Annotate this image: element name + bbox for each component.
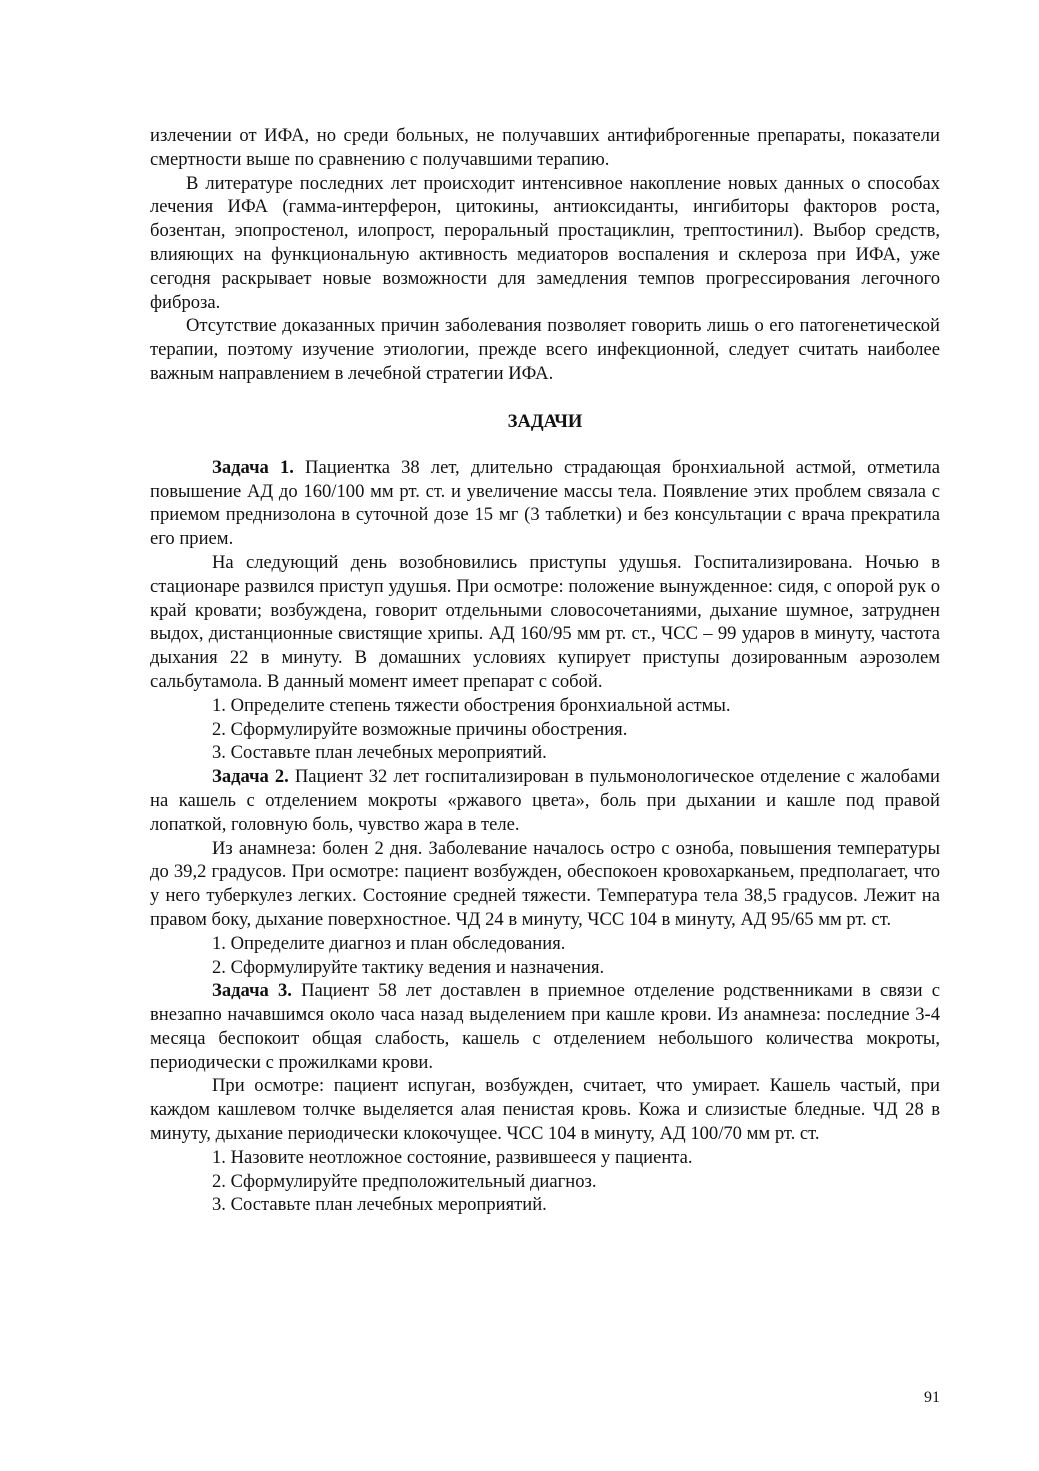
- page-number: 91: [924, 1389, 940, 1406]
- task-2-question: 1. Определите диагноз и план обследования.: [212, 932, 566, 954]
- task-2-label: Задача 2.: [212, 766, 289, 788]
- task-1-question: 2. Сформулируйте возможные причины обострения.: [212, 718, 628, 740]
- task-3-text: Пациент 58 лет доставлен в приемное отделение родственниками в связи с внезапно начавшимся около часа назад выделением при кашле крови. Из анамнеза: последние 3-4 месяца беспокоит общая слабость, кашель с отделением небольшого количества мокроты, периодически с прожилками крови.: [150, 980, 940, 1073]
- intro-paragraph-1: излечении от ИФА, но среди больных, не получавших антифиброгенные препараты, показатели смертности выше по сравнению с получавшими терапию.: [150, 125, 940, 170]
- task-2-text: Пациент 32 лет госпитализирован в пульмонологическое отделение с жалобами на кашель с отделением мокроты «ржавого цвета», боль при дыхании и кашле под правой лопаткой, головную боль, чувство жара в теле.: [150, 766, 940, 835]
- task-3-question: 2. Сформулируйте предположительный диагноз.: [212, 1170, 597, 1192]
- task-1-paragraph-1: [150, 456, 940, 551]
- task-3-question: 1. Назовите неотложное состояние, развившееся у пациента.: [212, 1146, 693, 1168]
- task-1-question: 3. Составьте план лечебных мероприятий.: [212, 742, 547, 764]
- task-3-paragraph-2: При осмотре: пациент испуган, возбужден, считает, что умирает. Кашель частый, при каждом кашлевом толчке выделяется алая пенистая кровь. Кожа и слизистые бледные. ЧД 28 в минуту, дыхание периодически клокочущее. ЧСС 104 в минуту, АД 100/70 мм рт. ст.: [150, 1075, 940, 1145]
- intro-paragraph-2: В литературе последних лет происходит интенсивное накопление новых данных о способах лечения ИФА (гамма-интерферон, цитокины, антиоксиданты, ингибиторы факторов роста, бозентан, эпопростенол, илопрост, пероральный простациклин, трептостинил). Выбор средств, влияющих на функциональную активность медиаторов воспаления и склероза при ИФА, уже сегодня раскрывает новые возможности для замедления темпов прогрессирования легочного фиброза.: [150, 172, 940, 313]
- intro-paragraph-3: Отсутствие доказанных причин заболевания позволяет говорить лишь о его патогенетической терапии, поэтому изучение этиологии, прежде всего инфекционной, следует считать наиболее важным направлением в лечебной стратегии ИФА.: [150, 315, 940, 384]
- task-2-paragraph-2: Из анамнеза: болен 2 дня. Заболевание началось остро с озноба, повышения температуры до 39,2 градусов. При осмотре: пациент возбужден, обеспокоен кровохарканьем, предполагает, что у него туберкулез легких. Состояние средней тяжести. Температура тела 38,5 градусов. Лежит на правом боку, дыхание поверхностное. ЧД 24 в минуту, ЧСС 104 в минуту, АД 95/65 мм рт. ст.: [150, 837, 940, 930]
- section-title: ЗАДАЧИ: [507, 410, 583, 432]
- task-2-paragraph-1: [150, 765, 940, 836]
- task-1-question: 1. Определите степень тяжести обострения бронхиальной астмы.: [212, 694, 731, 716]
- task-3-label: Задача 3.: [212, 980, 292, 1002]
- page-body: [150, 124, 940, 1217]
- task-1-text: Пациентка 38 лет, длительно страдающая бронхиальной астмой, отметила повышение АД до 160/100 мм рт. ст. и увеличение массы тела. Появление этих проблем связала с приемом преднизолона в суточной дозе 15 мг (3 таблетки) и без консультации с врача прекратила его прием.: [150, 456, 940, 550]
- task-1-label: Задача 1.: [212, 456, 294, 478]
- task-3-paragraph-1: [150, 979, 940, 1074]
- task-1-paragraph-2: На следующий день возобновились приступы удушья. Госпитализирована. Ночью в стационаре развился приступ удушья. При осмотре: положение вынужденное: сидя, с опорой рук о край кровати; возбуждена, говорит отдельными словосочетаниями, дыхание шумное, затруднен выдох, дистанционные свистящие хрипы. АД 160/95 мм рт. ст., ЧСС – 99 ударов в минуту, частота дыхания 22 в минуту. В домашних условиях купирует приступы дозированным аэрозолем сальбутамола. В данный момент имеет препарат с собой.: [150, 551, 940, 692]
- task-3-question: 3. Составьте план лечебных мероприятий.: [212, 1194, 547, 1216]
- task-2-question: 2. Сформулируйте тактику ведения и назначения.: [212, 956, 605, 978]
